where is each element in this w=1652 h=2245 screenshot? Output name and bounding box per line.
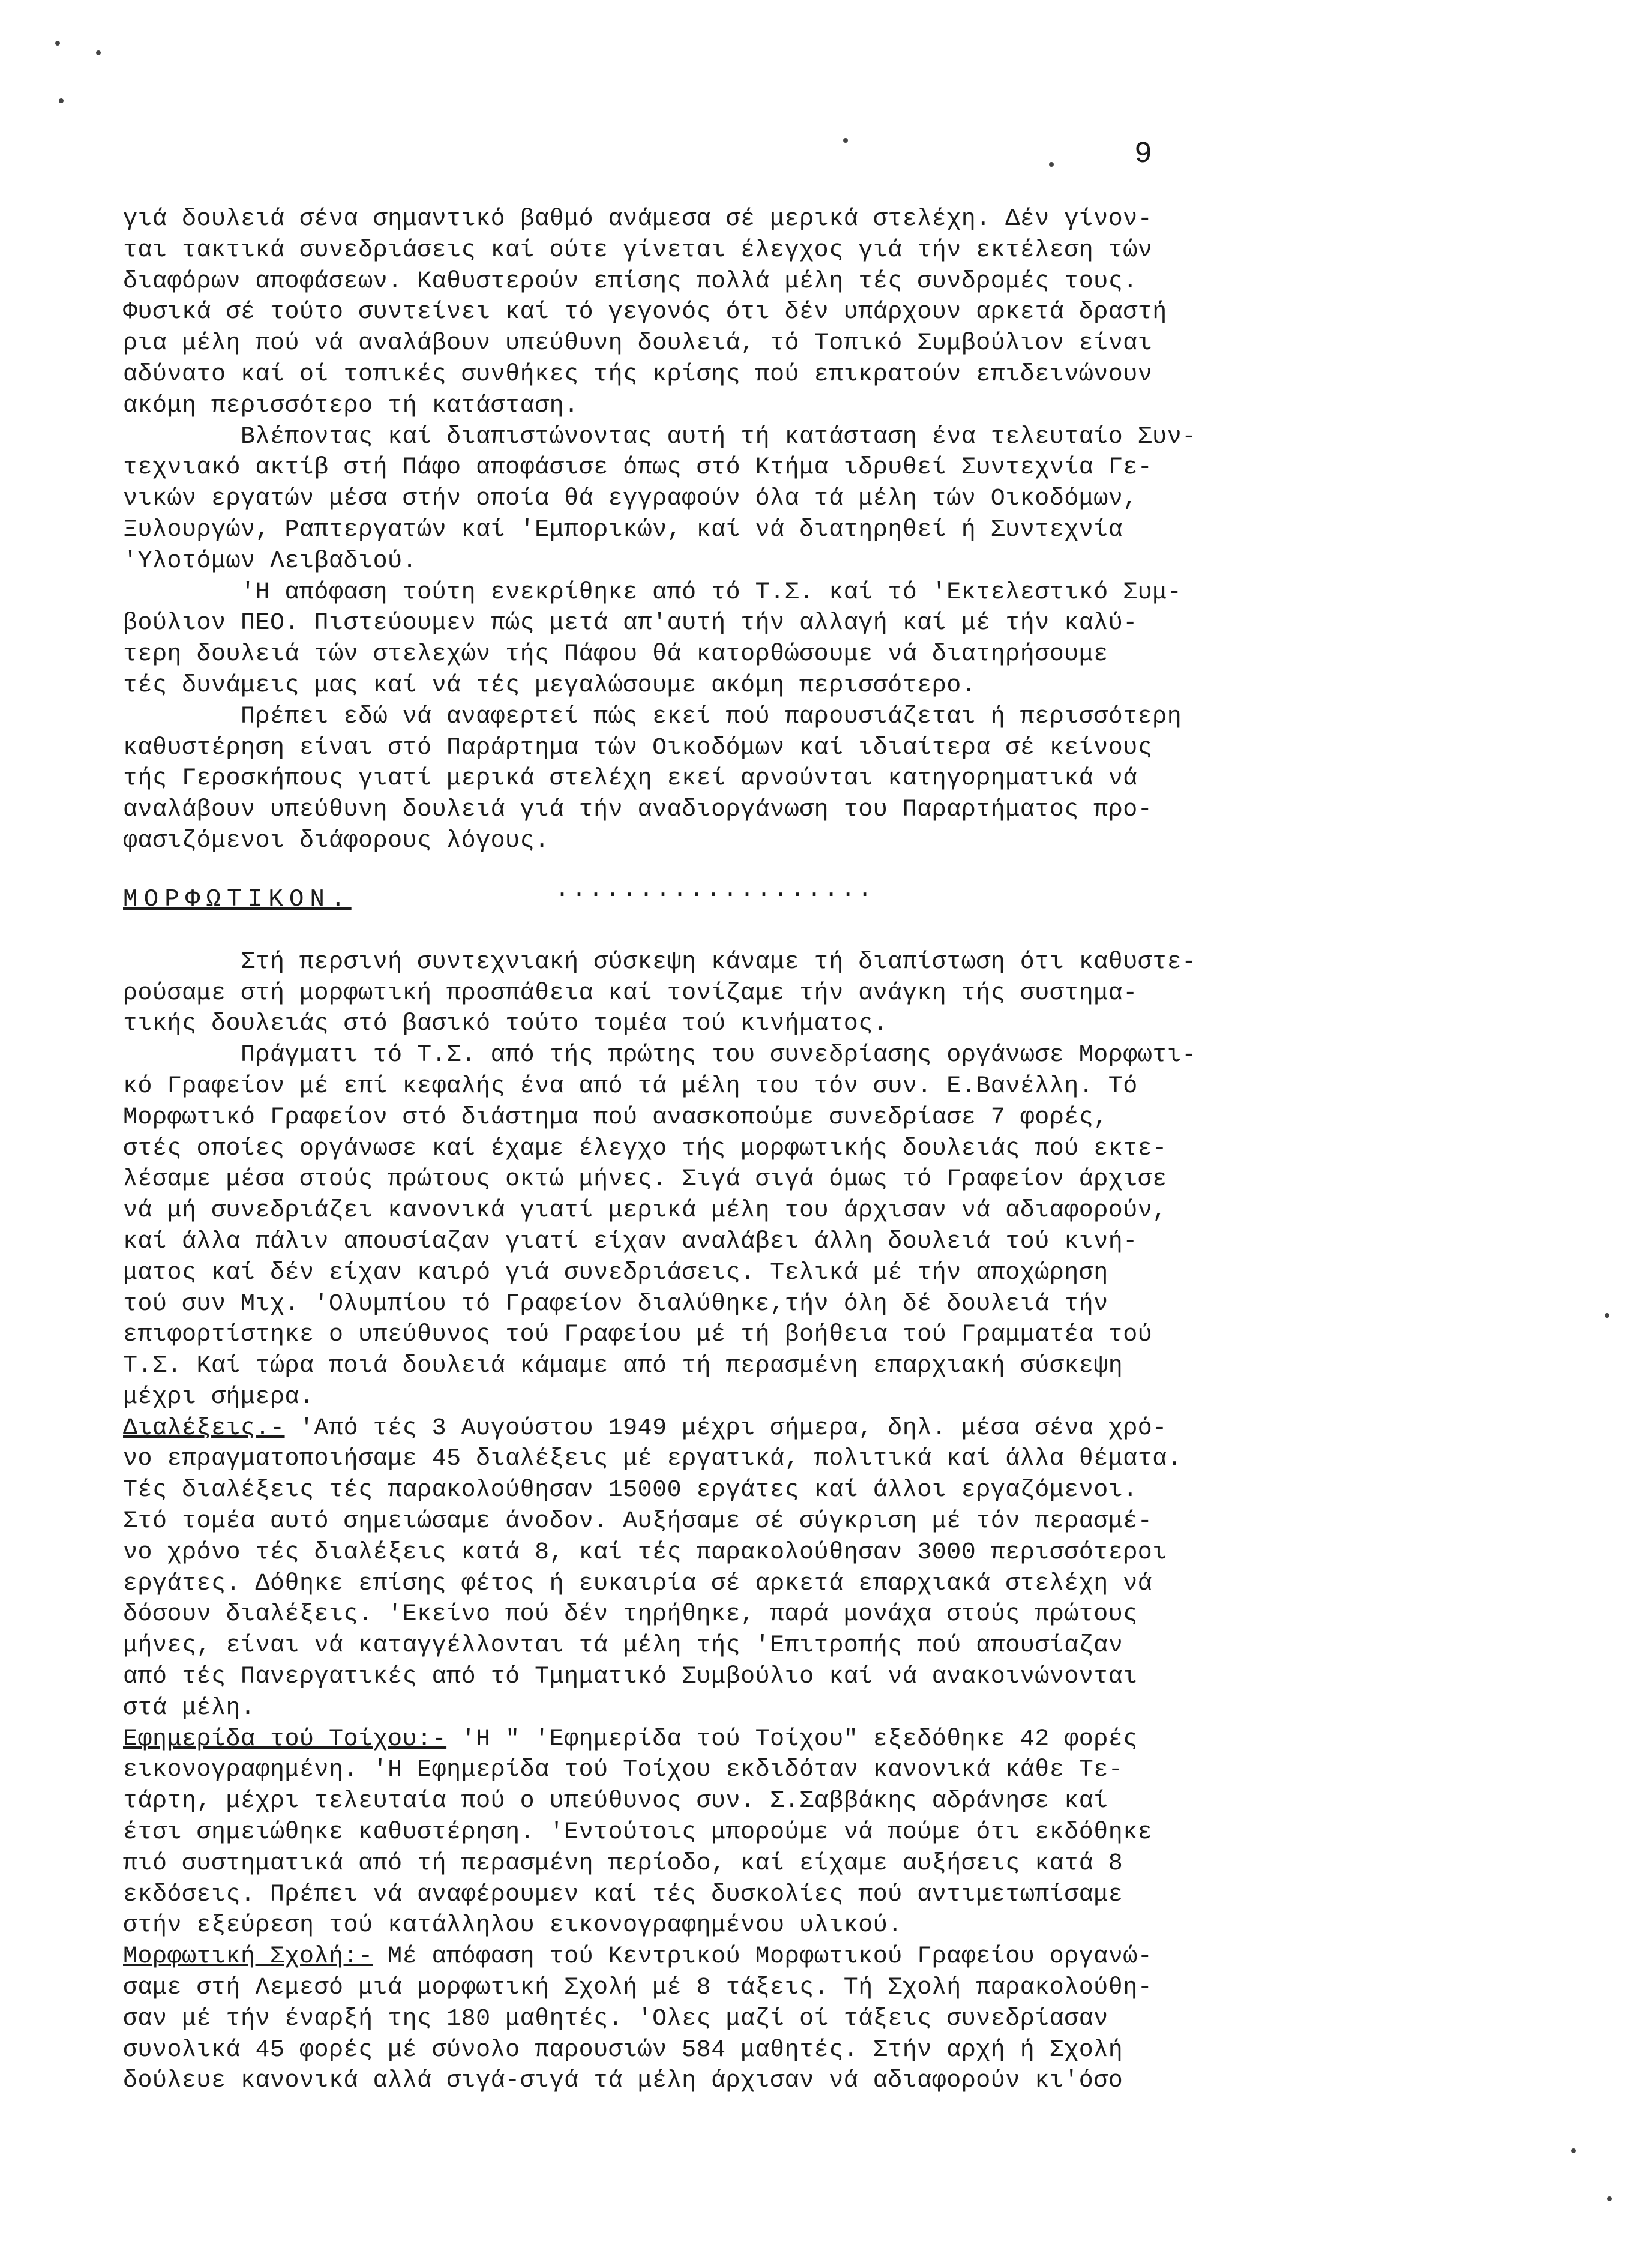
paragraph: γιά δουλειά σένα σημαντικό βαθμό ανάμεσα σέ μερικά στελέχη. Δέν γίνον- ται τακτικά συνεδριάσεις καί ούτε γίνεται έλεγχος γιά τήν εκτέλεση τών διαφόρων αποφάσεων. Καθυστερούν επίσης πολλά μέλη τές συνδρομές τους. Φυσικά σέ τούτο συντείνει καί τό γεγονός ότι δέν υπάρχουν αρκετά δραστή ρια μέλη πού νά αναλάβουν υπεύθυνη δουλειά, τό Τοπικό Συμβούλιον είναι αδύνατο καί οί τοπικές συνθήκες τής κρίσης πού επικρατούν επιδεινώνουν ακόμη περισσότερο τή κατάσταση. [123,206,1167,419]
page-number: 9 [1134,137,1153,172]
subsection-text: 'Από τές 3 Αυγούστου 1949 μέχρι σήμερα, δηλ. μέσα σένα χρό- νο επραγματοποιήσαμε 45 διαλέξεις μέ εργατικά, πολιτικά καί άλλα θέματα. Τές διαλέξεις τές παρακολούθησαν 15000 εργάτες καί άλλοι εργαζόμενοι. Στό τομέα αυτό σημειώσαμε άνοδον. Αυξήσαμε σέ σύγκριση μέ τόν περασμέ- νο χρόνο τές διαλέξεις κατά 8, καί τές παρακολούθησαν 3000 περισσότεροι εργάτες. Δόθηκε επίσης φέτος ή ευκαιρία σέ αρκετά επαρχιακά στελέχη νά δόσουν διαλέξεις. 'Εκείνο πού δέν τηρήθηκε, παρά μονάχα στούς πρώτους μήνες, είναι νά καταγγέλλονται τά μέλη τής 'Επιτροπής πού απουσίαζαν από τές Πανεργατικές από τό Τμηματικό Συμβούλιο καί νά ανακοινώνονται στά μέλη. [123,1414,1182,1722]
scan-speck [59,98,64,103]
document-body [123,204,1401,2097]
paragraph: Στή περσινή συντεχνιακή σύσκεψη κάναμε τή διαπίστωση ότι καθυστε- ρούσαμε στή μορφωτική προσπάθεια καί τονίζαμε τήν ανάγκη τής συστημα- τικής δουλειάς στό βασικό τούτο τομέα τού κινήματος. [123,948,1197,1038]
scan-speck [1049,162,1054,167]
section-separator-dots: ................... [555,876,875,904]
subsection-heading: Μορφωτική Σχολή:- [123,1943,373,1971]
scan-speck [55,41,60,46]
subsection-lectures [123,1413,1401,1724]
section-title: ΜΟΡΦΩΤΙΚΟΝ. [123,885,352,913]
section-heading [123,876,1401,921]
subsection-wall-newspaper [123,1724,1401,1942]
scan-speck [1607,2196,1612,2201]
subsection-education-school [123,1941,1401,2097]
scan-speck [1605,1313,1609,1318]
paragraph: Πρέπει εδώ νά αναφερτεί πώς εκεί πού παρουσιάζεται ή περισσότερη καθυστέρηση είναι στό Παράρτημα τών Οικοδόμων καί ιδιαίτερα σέ κείνους τής Γεροσκήπους γιατί μερικά στελέχη εκεί αρνούνται κατηγορηματικά νά αναλάβουν υπεύθυνη δουλειά γιά τήν αναδιοργάνωση του Παραρτήματος προ- φασιζόμενοι διάφορους λόγους. [123,703,1182,855]
paragraph: 'Η απόφαση τούτη ενεκρίθηκε από τό Τ.Σ. καί τό 'Εκτελεστικό Συμ- βούλιον ΠΕΟ. Πιστεύουμεν πώς μετά απ'αυτή τήν αλλαγή καί μέ τήν καλύ- τερη δουλειά τών στελεχών τής Πάφου θά κατορθώσουμε νά διατηρήσουμε τές δυνάμεις μας καί νά τές μεγαλώσουμε ακόμη περισσότερο. [123,579,1182,699]
subsection-heading: Εφημερίδα τού Τοίχου:- [123,1725,447,1753]
scan-speck [1571,2148,1576,2153]
paragraph: Πράγματι τό Τ.Σ. από τής πρώτης του συνεδρίασης οργάνωσε Μορφωτι- κό Γραφείον μέ επί κεφαλής ένα από τά μέλη του τόν συν. Ε.Βανέλλη. Τό Μορφωτικό Γραφείον στό διάστημα πού ανασκοπούμε συνεδρίασε 7 φορές, στές οποίες οργάνωσε καί έχαμε έλεγχο τής μορφωτικής δουλειάς πού εκτε- λέσαμε μέσα στούς πρώτους οκτώ μήνες. Σιγά σιγά όμως τό Γραφείον άρχισε νά μή συνεδριάζει κανονικά γιατί μερικά μέλη του άρχισαν νά αδιαφορούν, καί άλλα πάλιν απουσίαζαν γιατί είχαν αναλάβει άλλη δουλειά τού κινή- ματος καί δέν είχαν καιρό γιά συνεδριάσεις. Τελικά μέ τήν αποχώρηση τού συν Μιχ. 'Ολυμπίου τό Γραφείον διαλύθηκε,τήν όλη δέ δουλειά τήν επιφορτίστηκε ο υπεύθυνος τού Γραφείου μέ τή βοήθεια τού Γραμματέα τού Τ.Σ. Καί τώρα ποιά δουλειά κάμαμε από τή περασμένη επαρχιακή σύσκεψη μέχρι σήμερα. [123,1042,1197,1411]
paragraph: Βλέποντας καί διαπιστώνοντας αυτή τή κατάσταση ένα τελευταίο Συν- τεχνιακό ακτίβ στή Πάφο απoφάσισε όπως στό Κτήμα ιδρυθεί Συντεχνία Γε- νικών εργατών μέσα στήν οποία θά εγγραφούν όλα τά μέλη τών Οικοδόμων, Ξυλουργών, Ραπτεργατών καί 'Εμπορικών, καί νά διατηρηθεί ή Συντεχνία 'Υλοτόμων Λειβαδιού. [123,423,1197,575]
subsection-text: 'Η " 'Εφημερίδα τού Τοίχου" εξεδόθηκε 42 φορές εικονογραφημένη. 'Η Εφημερίδα τού Τοίχου εκδιδόταν κανονικά κάθε Τε- τάρτη, μέχρι τελευταία πού ο υπεύθυνος συν. Σ.Σαββάκης αδράνησε καί έτσι σημειώθηκε καθυστέρηση. 'Εντούτοις μπορούμε νά πούμε ότι εκδόθηκε πιό συστηματικά από τή περασμένη περίοδο, καί είχαμε αυξήσεις κατά 8 εκδόσεις. Πρέπει νά αναφέρουμεν καί τές δυσκολίες πού αντιμετωπίσαμε στήν εξεύρεση τού κατάλληλου εικονογραφημένου υλικού. [123,1725,1153,1940]
subsection-text: Μέ απόφαση τού Κεντρικού Μορφωτικού Γραφείου οργανώ- σαμε στή Λεμεσό μιά μορφωτική Σχολή μέ 8 τάξεις. Τή Σχολή παρακολούθη- σαν μέ τήν έναρξή της 180 μαθητές. 'Ολες μαζί οί τάξεις συνεδρίασαν συνολικά 45 φορές μέ σύνολο παρουσιών 584 μαθητές. Στήν αρχή ή Σχολή δούλευε κανονικά αλλά σιγά-σιγά τά μέλη άρχισαν νά αδιαφορούν κι'όσο [123,1943,1153,2095]
scan-speck [843,138,848,143]
scan-speck [96,50,101,55]
subsection-heading: Διαλέξεις.- [123,1414,285,1442]
